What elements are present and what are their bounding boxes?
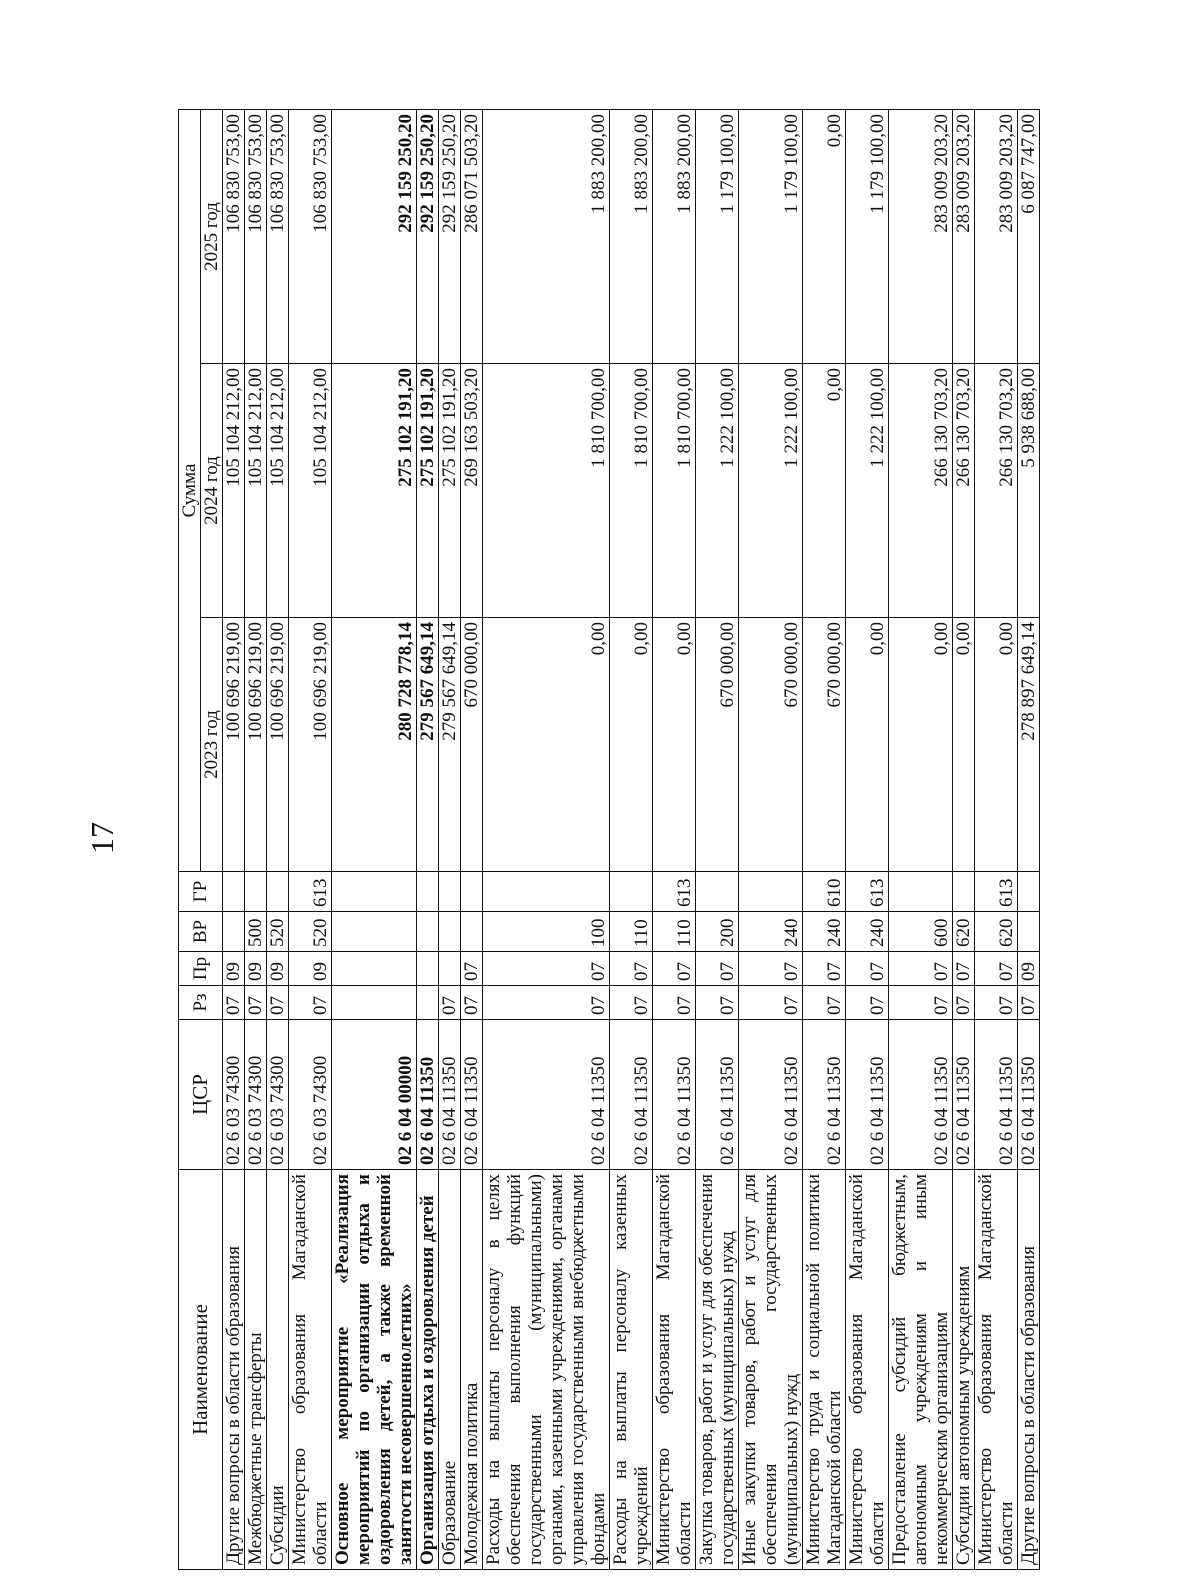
- row-csr: 02 6 04 11350: [461, 1020, 483, 1170]
- row-csr: 02 6 04 11350: [696, 1020, 739, 1170]
- row-rz: [332, 986, 417, 1020]
- row-2025: 1 883 200,00: [483, 110, 610, 364]
- row-pr: 09: [223, 952, 245, 986]
- row-name: Субсидии: [267, 1170, 289, 1570]
- row-name: Министерство образования Магаданской области: [653, 1170, 696, 1570]
- row-gr: 610: [803, 872, 846, 912]
- table-row: [483, 110, 610, 1570]
- row-gr: [417, 872, 439, 912]
- row-2024: 105 104 212,00: [245, 364, 267, 618]
- row-pr: [417, 952, 439, 986]
- row-pr: 07: [975, 952, 1018, 986]
- row-pr: 07: [483, 952, 610, 986]
- row-gr: 613: [846, 872, 889, 912]
- row-name: Субсидии автономным учреждениям: [953, 1170, 975, 1570]
- row-csr: 02 6 04 11350: [803, 1020, 846, 1170]
- table-row: [975, 110, 1018, 1570]
- row-vr: 500: [245, 912, 267, 952]
- row-vr: 600: [889, 912, 953, 952]
- row-name: Расходы на выплаты персоналу казенных учреждений: [610, 1170, 653, 1570]
- row-pr: 07: [803, 952, 846, 986]
- header-rz: Рз: [179, 986, 223, 1020]
- row-rz: 07: [289, 986, 332, 1020]
- row-vr: 110: [610, 912, 653, 952]
- row-pr: 09: [289, 952, 332, 986]
- row-vr: 240: [846, 912, 889, 952]
- row-gr: 613: [975, 872, 1018, 912]
- header-2024: 2024 год: [201, 364, 223, 618]
- row-2025: 286 071 503,20: [461, 110, 483, 364]
- row-2024: 266 130 703,20: [975, 364, 1018, 618]
- row-vr: 100: [483, 912, 610, 952]
- row-gr: [889, 872, 953, 912]
- row-name: Министерство труда и социальной политики Магаданской области: [803, 1170, 846, 1570]
- row-vr: [461, 912, 483, 952]
- row-name: Другие вопросы в области образования: [1018, 1170, 1040, 1570]
- row-pr: 07: [953, 952, 975, 986]
- table-row: [267, 110, 289, 1570]
- row-2023: 0,00: [653, 618, 696, 872]
- row-pr: 09: [267, 952, 289, 986]
- table-row: [889, 110, 953, 1570]
- table-row: [223, 110, 245, 1570]
- row-rz: 07: [889, 986, 953, 1020]
- table-row: [417, 110, 439, 1570]
- row-2023: 100 696 219,00: [223, 618, 245, 872]
- row-2023: 0,00: [975, 618, 1018, 872]
- row-csr: 02 6 04 11350: [889, 1020, 953, 1170]
- header-2025: 2025 год: [201, 110, 223, 364]
- row-csr: 02 6 04 11350: [975, 1020, 1018, 1170]
- row-2023: 100 696 219,00: [267, 618, 289, 872]
- row-2023: 0,00: [846, 618, 889, 872]
- row-2024: 1 222 100,00: [696, 364, 739, 618]
- row-pr: [439, 952, 461, 986]
- table-row: [696, 110, 739, 1570]
- row-name: Министерство образования Магаданской области: [846, 1170, 889, 1570]
- row-rz: 07: [483, 986, 610, 1020]
- row-2024: 1 810 700,00: [610, 364, 653, 618]
- row-gr: [439, 872, 461, 912]
- row-name: Молодежная политика: [461, 1170, 483, 1570]
- row-vr: 620: [975, 912, 1018, 952]
- row-vr: 520: [289, 912, 332, 952]
- row-2025: 283 009 203,20: [975, 110, 1018, 364]
- row-2023: 279 567 649,14: [417, 618, 439, 872]
- table-row: [1018, 110, 1040, 1570]
- row-2023: 670 000,00: [739, 618, 803, 872]
- row-csr: 02 6 04 11350: [953, 1020, 975, 1170]
- row-rz: 07: [223, 986, 245, 1020]
- row-2025: 292 159 250,20: [332, 110, 417, 364]
- row-2024: 105 104 212,00: [223, 364, 245, 618]
- row-rz: [417, 986, 439, 1020]
- row-2025: 1 179 100,00: [846, 110, 889, 364]
- row-vr: 620: [953, 912, 975, 952]
- row-vr: 240: [803, 912, 846, 952]
- row-pr: 07: [739, 952, 803, 986]
- row-2024: 0,00: [803, 364, 846, 618]
- row-csr: 02 6 04 11350: [439, 1020, 461, 1170]
- row-2025: 106 830 753,00: [267, 110, 289, 364]
- row-pr: 07: [461, 952, 483, 986]
- row-2023: 100 696 219,00: [245, 618, 267, 872]
- table-row: [610, 110, 653, 1570]
- row-csr: 02 6 03 74300: [267, 1020, 289, 1170]
- row-name: Основное мероприятие «Реализация мероприятий по организации отдыха и оздоровления детей, а также временной занятости несовершеннолетних»: [332, 1170, 417, 1570]
- row-2024: 1 222 100,00: [846, 364, 889, 618]
- row-2023: 0,00: [610, 618, 653, 872]
- row-gr: 613: [653, 872, 696, 912]
- row-name: Расходы на выплаты персоналу в целях обеспечения выполнения функций государственными (муниципальными) органами, казенными учреждениями, органами управления государственными внебюджетными фондами: [483, 1170, 610, 1570]
- row-2023: 280 728 778,14: [332, 618, 417, 872]
- row-name: Иные закупки товаров, работ и услуг для обеспечения государственных (муниципальных) нужд: [739, 1170, 803, 1570]
- row-csr: 02 6 03 74300: [223, 1020, 245, 1170]
- row-rz: 07: [461, 986, 483, 1020]
- header-2023: 2023 год: [201, 618, 223, 872]
- table-row: [739, 110, 803, 1570]
- row-2023: 100 696 219,00: [289, 618, 332, 872]
- row-csr: 02 6 03 74300: [289, 1020, 332, 1170]
- row-rz: 07: [739, 986, 803, 1020]
- table-body: [223, 110, 1040, 1570]
- row-csr: 02 6 04 00000: [332, 1020, 417, 1170]
- row-csr: 02 6 04 11350: [653, 1020, 696, 1170]
- row-name: Организация отдыха и оздоровления детей: [417, 1170, 439, 1570]
- row-vr: [223, 912, 245, 952]
- row-gr: [610, 872, 653, 912]
- row-rz: 07: [653, 986, 696, 1020]
- row-2024: 1 222 100,00: [739, 364, 803, 618]
- row-2023: 0,00: [953, 618, 975, 872]
- row-gr: [332, 872, 417, 912]
- row-2023: 278 897 649,14: [1018, 618, 1040, 872]
- row-2025: 106 830 753,00: [245, 110, 267, 364]
- row-vr: 200: [696, 912, 739, 952]
- row-pr: 09: [1018, 952, 1040, 986]
- row-2024: 275 102 191,20: [439, 364, 461, 618]
- row-gr: [483, 872, 610, 912]
- row-2025: 1 179 100,00: [739, 110, 803, 364]
- row-pr: 07: [889, 952, 953, 986]
- row-gr: [696, 872, 739, 912]
- row-2024: 105 104 212,00: [289, 364, 332, 618]
- table-row: [332, 110, 417, 1570]
- row-2024: 266 130 703,20: [953, 364, 975, 618]
- row-rz: 07: [245, 986, 267, 1020]
- table-row: [439, 110, 461, 1570]
- row-2025: 283 009 203,20: [953, 110, 975, 364]
- row-2024: 266 130 703,20: [889, 364, 953, 618]
- row-rz: 07: [267, 986, 289, 1020]
- row-2025: 1 883 200,00: [610, 110, 653, 364]
- row-2023: 0,00: [483, 618, 610, 872]
- row-vr: 240: [739, 912, 803, 952]
- row-pr: [332, 952, 417, 986]
- row-csr: 02 6 04 11350: [483, 1020, 610, 1170]
- header-gr: ГР: [179, 872, 223, 912]
- row-vr: [1018, 912, 1040, 952]
- table-row: [846, 110, 889, 1570]
- row-2025: 283 009 203,20: [889, 110, 953, 364]
- header-vr: ВР: [179, 912, 223, 952]
- row-2024: 5 938 688,00: [1018, 364, 1040, 618]
- table-row: [953, 110, 975, 1570]
- header-row-1: [179, 110, 201, 1570]
- row-rz: 07: [975, 986, 1018, 1020]
- row-2023: 670 000,00: [696, 618, 739, 872]
- row-name: Министерство образования Магаданской области: [289, 1170, 332, 1570]
- row-2023: 670 000,00: [803, 618, 846, 872]
- table-row: [245, 110, 267, 1570]
- row-rz: 07: [953, 986, 975, 1020]
- row-vr: 110: [653, 912, 696, 952]
- row-pr: 07: [846, 952, 889, 986]
- row-2024: 1 810 700,00: [483, 364, 610, 618]
- row-rz: 07: [439, 986, 461, 1020]
- row-rz: 07: [846, 986, 889, 1020]
- row-name: Министерство образования Магаданской области: [975, 1170, 1018, 1570]
- row-gr: [953, 872, 975, 912]
- budget-table: [178, 109, 1040, 1570]
- header-sum: Сумма: [179, 110, 201, 872]
- row-name: Закупка товаров, работ и услуг для обеспечения государственных (муниципальных) нужд: [696, 1170, 739, 1570]
- row-rz: 07: [1018, 986, 1040, 1020]
- row-gr: [739, 872, 803, 912]
- row-csr: 02 6 04 11350: [846, 1020, 889, 1170]
- row-rz: 07: [610, 986, 653, 1020]
- row-vr: [439, 912, 461, 952]
- row-gr: [245, 872, 267, 912]
- row-2025: 292 159 250,20: [439, 110, 461, 364]
- table-row: [653, 110, 696, 1570]
- row-2025: 292 159 250,20: [417, 110, 439, 364]
- row-name: Другие вопросы в области образования: [223, 1170, 245, 1570]
- row-2025: 6 087 747,00: [1018, 110, 1040, 364]
- row-2023: 0,00: [889, 618, 953, 872]
- row-2025: 106 830 753,00: [289, 110, 332, 364]
- row-pr: 07: [653, 952, 696, 986]
- row-vr: [332, 912, 417, 952]
- row-gr: 613: [289, 872, 332, 912]
- row-csr: 02 6 04 11350: [417, 1020, 439, 1170]
- row-2024: 1 810 700,00: [653, 364, 696, 618]
- row-gr: [1018, 872, 1040, 912]
- row-2024: 269 163 503,20: [461, 364, 483, 618]
- row-gr: [223, 872, 245, 912]
- table-row: [289, 110, 332, 1570]
- row-pr: 07: [610, 952, 653, 986]
- header-name: Наименование: [179, 1170, 223, 1570]
- row-gr: [461, 872, 483, 912]
- row-2025: 0,00: [803, 110, 846, 364]
- header-csr: ЦСР: [179, 1020, 223, 1170]
- row-csr: 02 6 04 11350: [610, 1020, 653, 1170]
- row-2024: 275 102 191,20: [332, 364, 417, 618]
- row-gr: [267, 872, 289, 912]
- row-2025: 106 830 753,00: [223, 110, 245, 364]
- row-csr: 02 6 04 11350: [1018, 1020, 1040, 1170]
- row-csr: 02 6 04 11350: [739, 1020, 803, 1170]
- budget-table-rotated: [178, 110, 1039, 1570]
- table-row: [461, 110, 483, 1570]
- row-rz: 07: [696, 986, 739, 1020]
- row-csr: 02 6 03 74300: [245, 1020, 267, 1170]
- header-pr: Пр: [179, 952, 223, 986]
- row-2023: 670 000,00: [461, 618, 483, 872]
- row-2024: 105 104 212,00: [267, 364, 289, 618]
- row-2023: 279 567 649,14: [439, 618, 461, 872]
- row-name: Предоставление субсидий бюджетным, автономным учреждениям и иным некоммерческим организациям: [889, 1170, 953, 1570]
- page-number: 17: [84, 822, 120, 854]
- row-rz: 07: [803, 986, 846, 1020]
- table-row: [803, 110, 846, 1570]
- row-pr: 09: [245, 952, 267, 986]
- row-2024: 275 102 191,20: [417, 364, 439, 618]
- row-2025: 1 179 100,00: [696, 110, 739, 364]
- row-2025: 1 883 200,00: [653, 110, 696, 364]
- row-name: Образование: [439, 1170, 461, 1570]
- row-name: Межбюджетные трансферты: [245, 1170, 267, 1570]
- row-vr: 520: [267, 912, 289, 952]
- row-vr: [417, 912, 439, 952]
- row-pr: 07: [696, 952, 739, 986]
